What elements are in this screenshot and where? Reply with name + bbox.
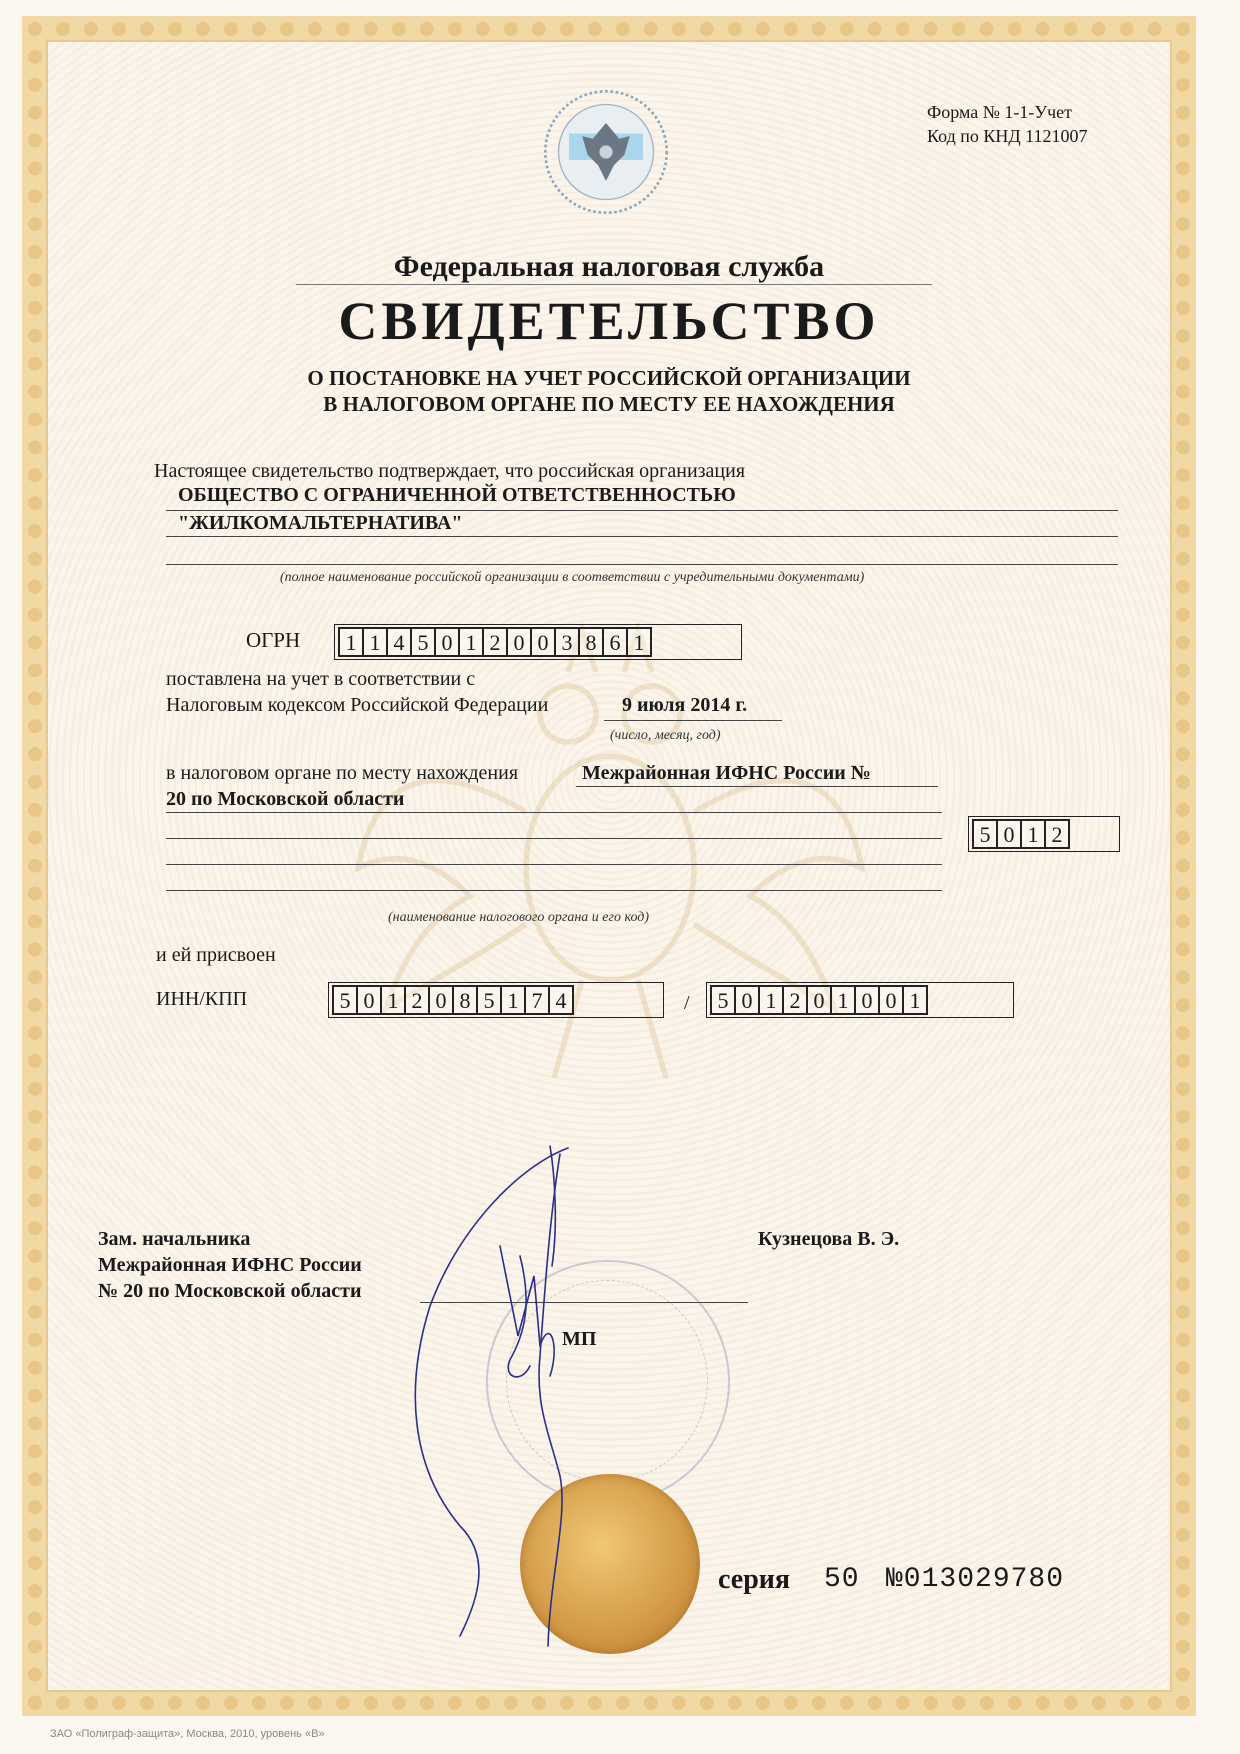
certificate-subtitle-line1: О ПОСТАНОВКЕ НА УЧЕТ РОССИЙСКОЙ ОРГАНИЗАЦИИ <box>307 366 911 390</box>
agency-underline <box>296 284 932 285</box>
digit-cell: 2 <box>404 985 430 1015</box>
digit-cell: 3 <box>554 627 580 657</box>
digit-cell: 0 <box>506 627 532 657</box>
digit-cell: 1 <box>902 985 928 1015</box>
handwritten-signature <box>400 1136 630 1656</box>
digit-cell: 1 <box>338 627 364 657</box>
registration-date: 9 июля 2014 г. <box>622 694 748 716</box>
authority-rule2 <box>166 812 942 813</box>
ogrn-digits <box>338 627 652 657</box>
digit-cell: 0 <box>854 985 880 1015</box>
authority-rule3 <box>166 838 942 839</box>
digit-cell: 8 <box>452 985 478 1015</box>
digit-cell: 1 <box>758 985 784 1015</box>
digit-cell: 2 <box>1044 819 1070 849</box>
org-name-line2: "ЖИЛКОМАЛЬТЕРНАТИВА" <box>178 512 463 534</box>
registration-line2: Налоговым кодексом Российской Федерации <box>166 694 549 716</box>
form-number: Форма № 1-1-Учет <box>927 102 1073 122</box>
intro-text: Настоящее свидетельство подтверждает, что российская организация <box>154 460 746 482</box>
digit-cell: 5 <box>710 985 736 1015</box>
authority-code-digits <box>972 819 1070 849</box>
digit-cell: 1 <box>380 985 406 1015</box>
signer-position-line2: Межрайонная ИФНС России <box>98 1254 362 1276</box>
registration-line1: поставлена на учет в соответствии с <box>166 668 476 690</box>
digit-cell: 5 <box>332 985 358 1015</box>
authority-label: в налоговом органе по месту нахождения <box>166 762 519 784</box>
org-name-line1: ОБЩЕСТВО С ОГРАНИЧЕННОЙ ОТВЕТСТВЕННОСТЬЮ <box>178 484 736 506</box>
inn-kpp-label: ИНН/КПП <box>156 988 248 1010</box>
authority-caption: (наименование налогового органа и его код) <box>388 910 650 925</box>
signatory-name: Кузнецова В. Э. <box>758 1228 900 1250</box>
authority-line2: 20 по Московской области <box>166 788 405 810</box>
digit-cell: 4 <box>548 985 574 1015</box>
assigned-label: и ей присвоен <box>156 944 276 966</box>
authority-rule4 <box>166 864 942 865</box>
digit-cell: 5 <box>410 627 436 657</box>
printer-imprint: ЗАО «Полиграф-защита», Москва, 2010, уровень «В» <box>50 1728 325 1740</box>
digit-cell: 1 <box>626 627 652 657</box>
date-caption: (число, месяц, год) <box>610 728 721 743</box>
inn-kpp-separator: / <box>684 992 690 1014</box>
digit-cell: 5 <box>972 819 998 849</box>
date-rule <box>604 720 782 721</box>
serial-number: №013029780 <box>886 1564 1065 1595</box>
digit-cell: 7 <box>524 985 550 1015</box>
series-label: серия <box>718 1564 791 1595</box>
digit-cell: 2 <box>782 985 808 1015</box>
digit-cell: 0 <box>878 985 904 1015</box>
digit-cell: 0 <box>806 985 832 1015</box>
signer-position-line1: Зам. начальника <box>98 1228 251 1250</box>
inn-digits <box>332 985 574 1015</box>
digit-cell: 2 <box>482 627 508 657</box>
digit-cell: 0 <box>356 985 382 1015</box>
org-name-caption: (полное наименование российской организации в соответствии с учредительными документами) <box>280 570 865 585</box>
ogrn-label: ОГРН <box>246 628 301 652</box>
digit-cell: 1 <box>458 627 484 657</box>
digit-cell: 1 <box>830 985 856 1015</box>
org-name-rule1 <box>166 510 1118 511</box>
fns-emblem-icon <box>540 86 672 218</box>
digit-cell: 4 <box>386 627 412 657</box>
agency-name: Федеральная налоговая служба <box>393 250 825 283</box>
digit-cell: 1 <box>362 627 388 657</box>
digit-cell: 6 <box>602 627 628 657</box>
knd-code: Код по КНД 1121007 <box>927 126 1088 146</box>
certificate-subtitle-line2: В НАЛОГОВОМ ОРГАНЕ ПО МЕСТУ ЕЕ НАХОЖДЕНИЯ <box>323 392 895 416</box>
digit-cell: 0 <box>428 985 454 1015</box>
digit-cell: 1 <box>500 985 526 1015</box>
kpp-digits <box>710 985 928 1015</box>
digit-cell: 0 <box>434 627 460 657</box>
series-value: 50 <box>824 1564 860 1595</box>
org-name-rule2 <box>166 536 1118 537</box>
digit-cell: 5 <box>476 985 502 1015</box>
authority-rule1 <box>576 786 938 787</box>
org-name-rule3 <box>166 564 1118 565</box>
authority-line1: Межрайонная ИФНС России № <box>582 762 871 784</box>
digit-cell: 0 <box>734 985 760 1015</box>
digit-cell: 1 <box>1020 819 1046 849</box>
authority-rule5 <box>166 890 942 891</box>
digit-cell: 0 <box>530 627 556 657</box>
seal-label: МП <box>562 1328 597 1350</box>
certificate-title: СВИДЕТЕЛЬСТВО <box>338 291 880 351</box>
digit-cell: 8 <box>578 627 604 657</box>
digit-cell: 0 <box>996 819 1022 849</box>
signer-position-line3: № 20 по Московской области <box>98 1280 362 1302</box>
